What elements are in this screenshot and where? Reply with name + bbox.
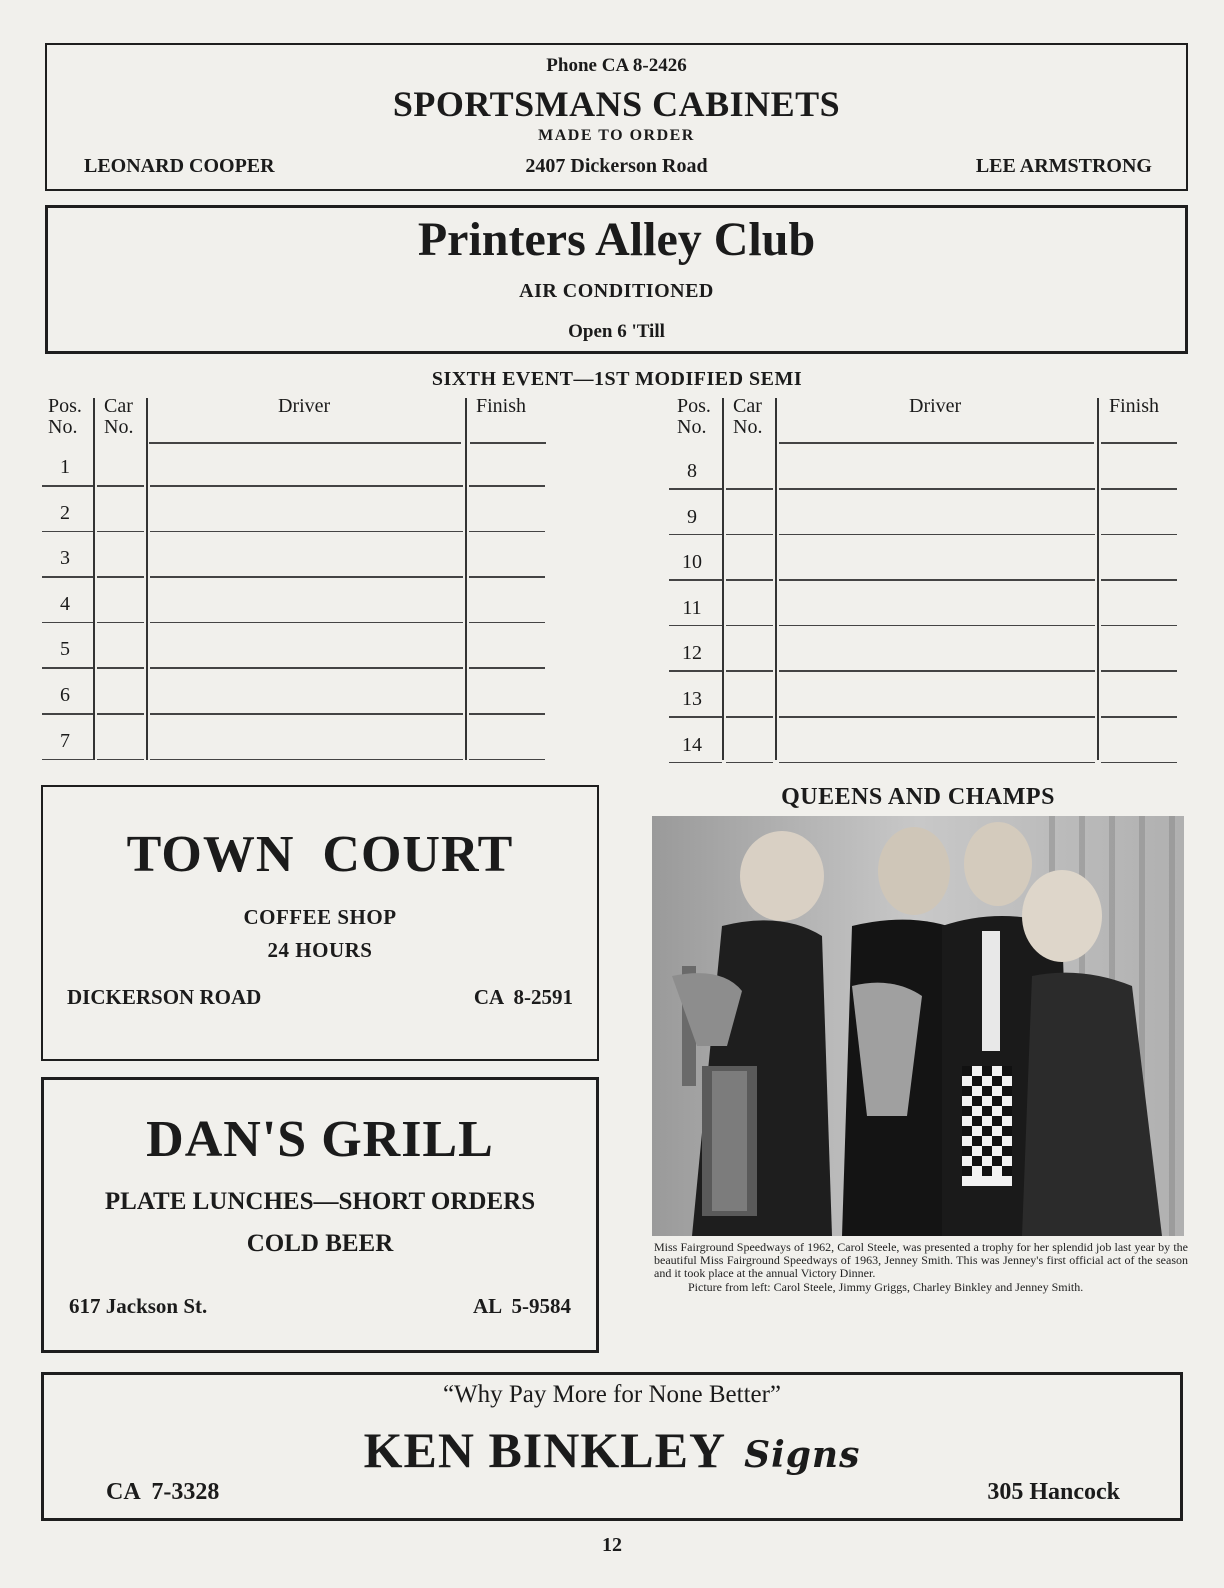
row-line (42, 713, 93, 715)
sportsmans-address: 2407 Dickerson Road (525, 155, 708, 177)
row-line (726, 716, 773, 718)
row-line (150, 667, 463, 669)
ken-binkley-quote: “Why Pay More for None Better” (442, 1381, 782, 1408)
row-line (1101, 716, 1177, 718)
dans-grill-line2: COLD BEER (246, 1230, 394, 1257)
page-number: 12 (602, 1534, 622, 1556)
sportsmans-tagline: MADE TO ORDER (538, 127, 695, 144)
pos-header-label: Pos. (48, 395, 82, 417)
row-line (150, 759, 463, 761)
town-court-name: TOWN COURT (126, 826, 514, 883)
row-line (726, 670, 773, 672)
car-header-label: Car (733, 395, 762, 417)
car-header (733, 396, 762, 438)
driver-header: Driver (278, 395, 331, 417)
pos-header-label: Pos. (677, 395, 711, 417)
event-title: SIXTH EVENT—1ST MODIFIED SEMI (431, 368, 803, 390)
grid-divider (1097, 398, 1099, 760)
dans-grill-line1: PLATE LUNCHES—SHORT ORDERS (104, 1188, 536, 1215)
row-line (469, 531, 545, 533)
position-number: 8 (687, 460, 697, 482)
row-line (726, 762, 773, 764)
caption-credits: Picture from left: Carol Steele, Jimmy Griggs, Charley Binkley and Jenney Smith. (688, 1279, 1084, 1294)
dans-grill-address: 617 Jackson St. (69, 1294, 208, 1318)
row-line (469, 622, 545, 624)
row-line (42, 622, 93, 624)
row-line (1101, 762, 1177, 764)
queens-photo (652, 816, 1184, 1236)
row-line (42, 759, 93, 761)
car-header-label: Car (104, 395, 133, 417)
row-line (779, 716, 1095, 718)
row-line (726, 625, 773, 627)
ken-binkley-name-line (44, 1421, 1180, 1479)
position-number: 12 (682, 642, 702, 665)
sportsmans-cabinets-ad (45, 43, 1188, 191)
row-line (42, 485, 93, 487)
ken-binkley-address: 305 Hancock (987, 1479, 1120, 1505)
town-court-phone: CA 8-2591 (473, 985, 573, 1009)
ken-binkley-signs: Signs (744, 1434, 861, 1476)
row-line (1101, 488, 1177, 490)
town-court-address: DICKERSON ROAD (67, 985, 262, 1009)
row-line (779, 762, 1095, 764)
grid-divider (465, 398, 467, 760)
position-number: 5 (60, 638, 70, 661)
driver-header: Driver (909, 395, 962, 417)
position-number: 9 (687, 505, 697, 528)
grid-rule (149, 442, 461, 444)
ken-binkley-phone: CA 7-3328 (106, 1479, 220, 1505)
position-number: 1 (60, 456, 70, 478)
row-line (150, 622, 463, 624)
grid-rule (1101, 442, 1177, 444)
row-line (97, 713, 144, 715)
row-line (1101, 579, 1177, 581)
grid-divider (775, 398, 777, 760)
row-line (1101, 625, 1177, 627)
row-line (150, 531, 463, 533)
position-number: 3 (60, 547, 70, 570)
position-number: 11 (682, 596, 702, 619)
row-line (97, 531, 144, 533)
printers-tagline: AIR CONDITIONED (519, 280, 714, 302)
row-line (42, 531, 93, 533)
town-court-line2: 24 HOURS (267, 938, 373, 962)
row-line (669, 488, 722, 490)
row-line (779, 488, 1095, 490)
printers-alley-ad (45, 205, 1188, 354)
grid-rule (470, 442, 546, 444)
row-line (97, 576, 144, 578)
car-header-no: No. (733, 416, 763, 438)
row-line (669, 579, 722, 581)
pos-header-no: No. (677, 416, 707, 438)
position-number: 2 (60, 501, 70, 524)
row-line (150, 576, 463, 578)
ken-binkley-name: KEN BINKLEY (363, 1422, 727, 1478)
position-number: 4 (60, 592, 70, 615)
row-line (1101, 670, 1177, 672)
row-line (150, 485, 463, 487)
ken-binkley-ad (41, 1372, 1183, 1521)
row-line (469, 667, 545, 669)
dans-grill-phone: AL 5-9584 (472, 1294, 571, 1318)
row-line (669, 534, 722, 536)
car-header-no: No. (104, 416, 134, 438)
grid-rule (779, 442, 1094, 444)
row-line (469, 759, 545, 761)
position-number: 10 (682, 551, 702, 574)
row-line (669, 670, 722, 672)
sportsmans-phone: Phone CA 8-2426 (546, 55, 687, 76)
position-number: 6 (60, 684, 70, 706)
town-court-line1: COFFEE SHOP (243, 905, 397, 929)
row-line (669, 716, 722, 718)
position-number: 7 (60, 729, 70, 752)
sportsmans-left-name: LEONARD COOPER (84, 155, 275, 177)
dans-grill-ad (41, 1077, 599, 1353)
queens-caption (654, 1241, 1188, 1294)
row-line (669, 762, 722, 764)
row-line (97, 667, 144, 669)
caption-text: Miss Fairground Speedways of 1962, Carol Steele, was presented a trophy for her splendid job last year by the beautiful Miss Fairground Speedways of 1963, Jenney Smith. This was Jenney's first official act of the season and it took place at the annual Victory Dinner. (654, 1240, 1188, 1281)
printers-name: Printers Alley Club (417, 213, 816, 266)
row-line (469, 576, 545, 578)
row-line (97, 622, 144, 624)
dans-grill-name: DAN'S GRILL (146, 1111, 494, 1168)
finish-header: Finish (476, 395, 527, 417)
sportsmans-right-name: LEE ARMSTRONG (975, 155, 1152, 177)
finish-header: Finish (1109, 395, 1160, 417)
pos-header (677, 396, 711, 438)
grid-divider (93, 398, 95, 760)
printers-hours: Open 6 'Till (568, 321, 665, 342)
row-line (669, 625, 722, 627)
car-header (104, 396, 133, 438)
row-line (779, 534, 1095, 536)
row-line (779, 579, 1095, 581)
row-line (779, 670, 1095, 672)
town-court-ad (41, 785, 599, 1061)
grid-divider (146, 398, 148, 760)
photo-illustration (652, 816, 1184, 1236)
pos-header (48, 396, 82, 438)
sportsmans-name: SPORTSMANS CABINETS (392, 84, 841, 124)
position-number: 14 (682, 733, 702, 756)
row-line (726, 534, 773, 536)
row-line (150, 713, 463, 715)
row-line (1101, 534, 1177, 536)
row-line (469, 485, 545, 487)
position-number: 13 (682, 688, 702, 710)
row-line (97, 485, 144, 487)
row-line (42, 667, 93, 669)
queens-title: QUEENS AND CHAMPS (781, 784, 1055, 810)
row-line (726, 579, 773, 581)
row-line (726, 488, 773, 490)
row-line (97, 759, 144, 761)
grid-divider (722, 398, 724, 760)
pos-header-no: No. (48, 416, 78, 438)
row-line (469, 713, 545, 715)
row-line (42, 576, 93, 578)
row-line (779, 625, 1095, 627)
